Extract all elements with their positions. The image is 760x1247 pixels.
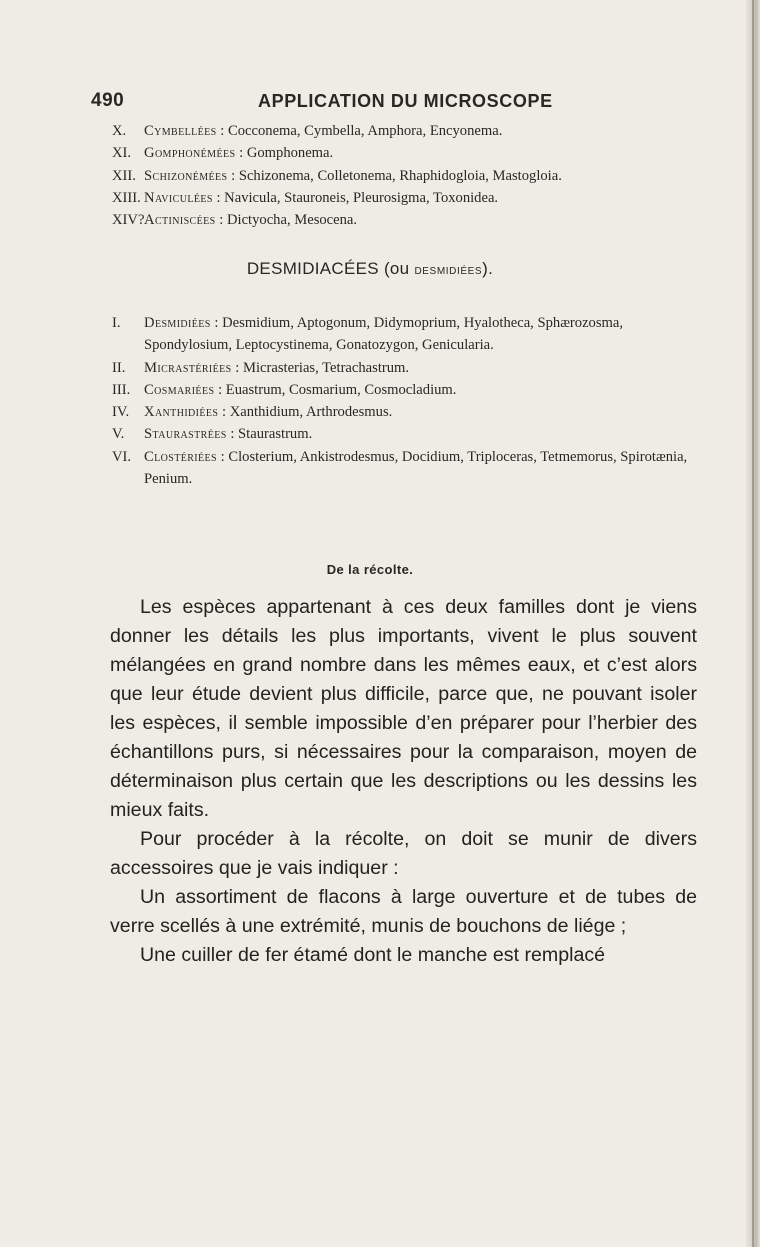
genera-list: Staurastrum. <box>238 426 313 443</box>
genera-list: Gomphonema. <box>246 145 334 162</box>
list-item: V. Staurastrées : Staurastrum. <box>0 423 740 445</box>
family-name: Gomphonémées <box>144 145 236 162</box>
section-subtitle-word: desmidiées <box>414 261 483 277</box>
paragraph: Une cuiller de fer étamé dont le manche est remplacé <box>140 944 606 966</box>
genera-list: Cocconema, Cymbella, Amphora, Encyonema. <box>227 123 503 139</box>
paragraph: Pour procéder à la récolte, on doit se munir de divers accessoires que je vais indiquer : <box>110 828 697 879</box>
list-item: I. Desmidiées : Desmidium, Aptogonum, Didymoprium, Hyalotheca, Sphærozosma, Spondylosium, Leptocystinema, Gonatozygon, Genicularia. <box>0 312 740 357</box>
family-name: Desmidiées <box>144 315 211 331</box>
item-number: VI. <box>112 448 132 465</box>
running-title: APPLICATION DU MICROSCOPE <box>258 91 553 111</box>
item-number: III. <box>112 381 131 398</box>
item-number: XI. <box>112 145 132 162</box>
list-item: VI. Clostériées : Closterium, Ankistrodesmus, Docidium, Triploceras, Tetmemorus, Spirotænia, Penium. <box>0 446 740 491</box>
subheading: De la récolte. <box>326 562 414 577</box>
genera-list: Navicula, Stauroneis, Pleurosigma, Toxonidea. <box>224 189 499 206</box>
item-number: II. <box>112 359 126 376</box>
item-number: XIV? <box>112 212 145 229</box>
family-name: Staurastrées <box>144 426 227 443</box>
section-subtitle-close: ). <box>482 259 494 278</box>
item-number: IV. <box>112 404 130 421</box>
body-text <box>110 593 697 970</box>
genera-list: Schizonema, Colletonema, Rhaphidogloia, Mastogloia. <box>238 167 562 184</box>
genera-list: Euastrum, Cosmarium, Cosmocladium. <box>225 381 457 398</box>
item-number: X. <box>112 123 127 139</box>
family-name: Micrastériées <box>144 359 232 376</box>
diatom-family-list <box>0 120 740 231</box>
page-header <box>0 90 740 120</box>
list-item: IV. Xanthidiées : Xanthidium, Arthrodesmus. <box>0 401 740 423</box>
genera-list: Xanthidium, Arthrodesmus. <box>229 404 393 421</box>
list-item: X. Cymbellées : Cocconema, Cymbella, Amphora, Encyonema. <box>0 120 740 142</box>
section-title-main: DESMIDIACÉES <box>246 259 379 278</box>
page-number: 490 <box>91 90 125 111</box>
item-number: XII. <box>112 167 136 184</box>
paragraph: Un assortiment de flacons à large ouverture et de tubes de verre scellés à une extrémité, munis de bouchons de liége ; <box>110 886 697 937</box>
family-name: Xanthidiées <box>144 404 219 421</box>
genera-list: Closterium, Ankistrodesmus, Docidium, Triploceras, Tetmemorus, Spirotænia, Penium. <box>144 448 688 488</box>
list-item: III. Cosmariées : Euastrum, Cosmarium, Cosmocladium. <box>0 379 740 401</box>
genera-list: Micrasterias, Tetrachastrum. <box>242 359 410 376</box>
item-number: XIII. <box>112 189 141 206</box>
section-title <box>0 259 740 279</box>
item-number: I. <box>112 315 121 331</box>
family-name: Cosmariées <box>144 381 215 398</box>
list-item: II. Micrastériées : Micrasterias, Tetrachastrum. <box>0 357 740 379</box>
item-number: V. <box>112 426 125 443</box>
family-name: Clostériées <box>144 448 218 465</box>
binding-shadow <box>752 0 754 1247</box>
paragraph: Les espèces appartenant à ces deux familles dont je viens donner les détails les plus importants, vivent le plus souvent mélangées en grand nombre dans les mêmes eaux, et c’est alors que leur étude devient plus difficile, parce que, ne pouvant isoler les espèces, il semble impossible d’en préparer pour l’herbier des échantillons purs, si nécessaires pour la comparaison, moyen de déterminaison plus certain que les descriptions ou les dessins les mieux faits. <box>110 596 697 821</box>
list-item: XII. Schizonémées : Schizonema, Colletonema, Rhaphidogloia, Mastogloia. <box>0 165 740 187</box>
list-item: XIII. Naviculées : Navicula, Stauroneis, Pleurosigma, Toxonidea. <box>0 187 740 209</box>
family-name: Cymbellées <box>144 123 217 139</box>
genera-list: Desmidium, Aptogonum, Didymoprium, Hyalotheca, Sphærozosma, Spondylosium, Leptocystinema, Gonatozygon, Genicularia. <box>144 315 624 354</box>
family-name: Schizonémées <box>144 167 228 184</box>
list-item: XI. Gomphonémées : Gomphonema. <box>0 142 740 164</box>
section-subtitle-open: (ou <box>378 259 415 278</box>
desmid-family-list <box>0 312 740 490</box>
family-name: Actiniscées <box>144 212 216 229</box>
genera-list: Dictyocha, Mesocena. <box>226 212 358 229</box>
family-name: Naviculées <box>144 189 213 206</box>
list-item: XIV?Actiniscées : Dictyocha, Mesocena. <box>0 209 740 231</box>
